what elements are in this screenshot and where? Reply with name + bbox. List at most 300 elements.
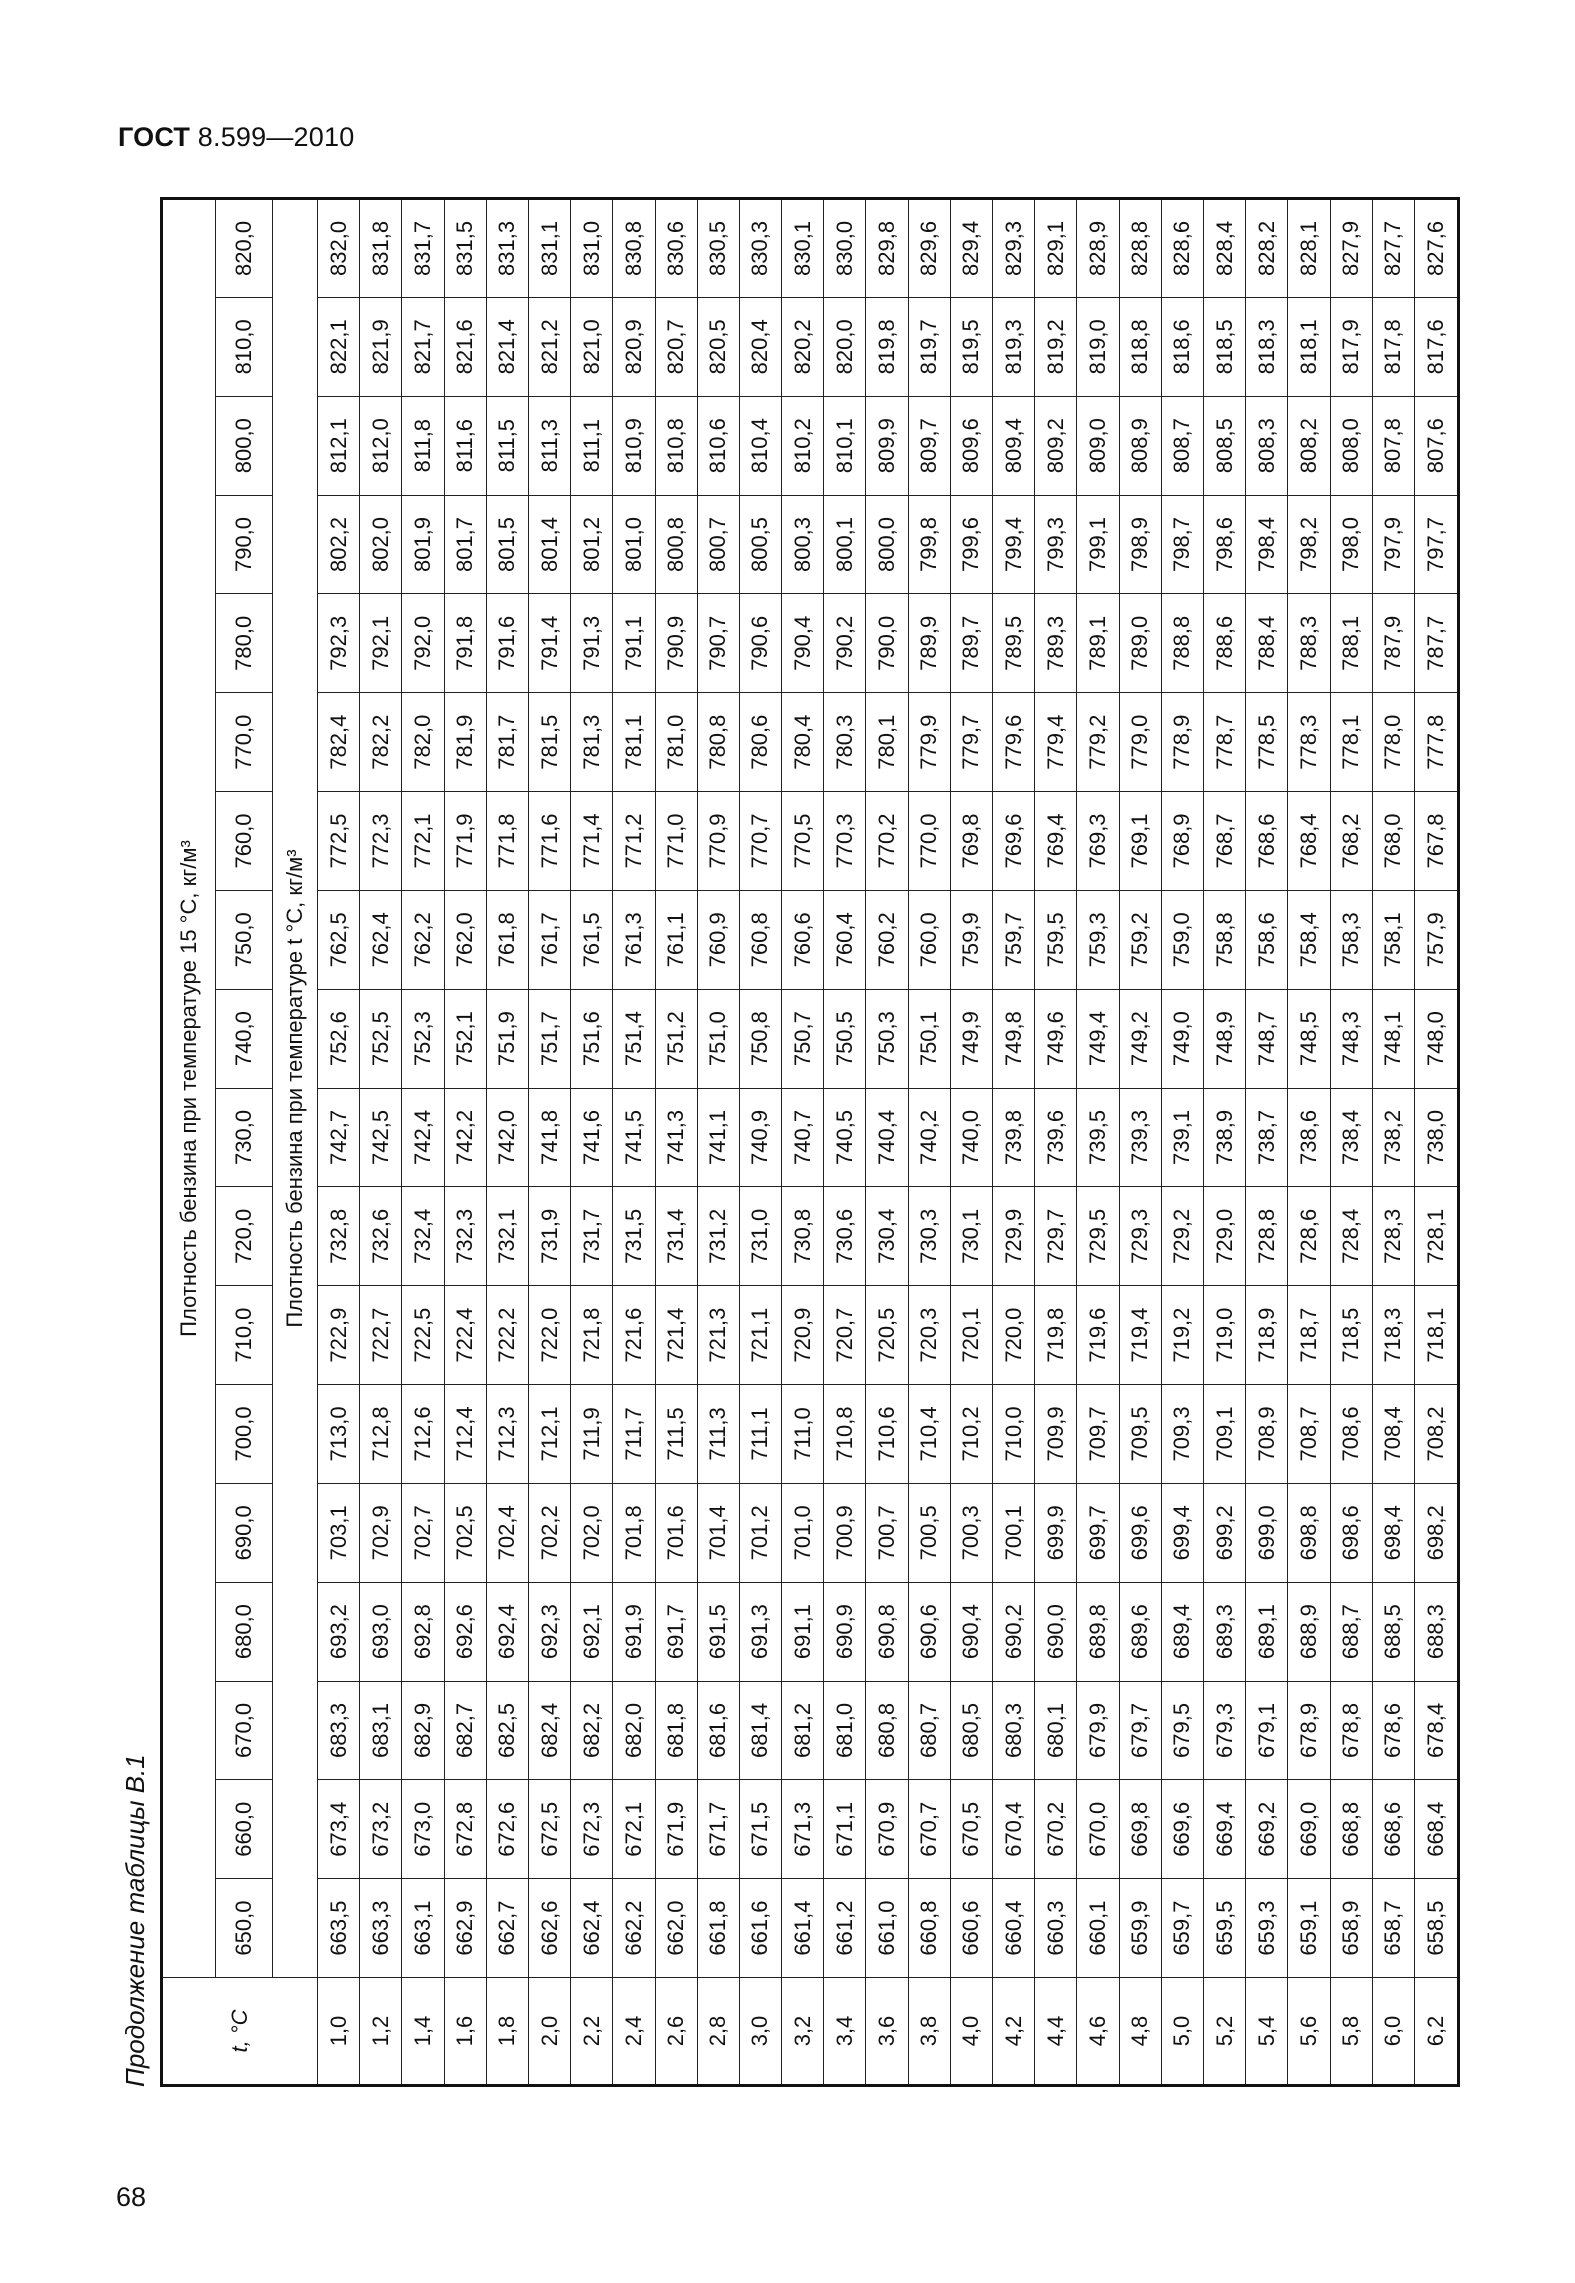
density-cell: 748,7 bbox=[1246, 989, 1288, 1088]
density-cell: 692,4 bbox=[486, 1582, 528, 1681]
density-cell: 669,4 bbox=[1203, 1780, 1245, 1879]
density-cell: 719,4 bbox=[1119, 1286, 1161, 1385]
density-cell: 778,3 bbox=[1288, 693, 1330, 792]
density-cell: 701,6 bbox=[655, 1483, 697, 1582]
temperature-cell: 1,6 bbox=[444, 1978, 486, 2086]
density-cell: 711,1 bbox=[739, 1385, 781, 1484]
temperature-cell: 5,4 bbox=[1246, 1978, 1288, 2086]
density-cell: 751,6 bbox=[571, 989, 613, 1088]
density-cell: 659,1 bbox=[1288, 1879, 1330, 1978]
density-cell: 777,8 bbox=[1414, 693, 1458, 792]
density-cell: 760,4 bbox=[824, 890, 866, 989]
density-cell: 682,5 bbox=[486, 1681, 528, 1780]
density-cell: 669,8 bbox=[1119, 1780, 1161, 1879]
density-cell: 669,2 bbox=[1246, 1780, 1288, 1879]
density-cell: 722,4 bbox=[444, 1286, 486, 1385]
density-cell: 768,7 bbox=[1203, 792, 1245, 891]
density-column-header: 820,0 bbox=[216, 199, 273, 298]
density-cell: 659,7 bbox=[1161, 1879, 1203, 1978]
density-cell: 778,7 bbox=[1203, 693, 1245, 792]
density-cell: 831,8 bbox=[360, 199, 402, 298]
density-cell: 748,5 bbox=[1288, 989, 1330, 1088]
header-standard-number: 8.599—2010 bbox=[190, 122, 355, 152]
density-column-header: 790,0 bbox=[216, 495, 273, 594]
density-cell: 683,1 bbox=[360, 1681, 402, 1780]
density-cell: 692,6 bbox=[444, 1582, 486, 1681]
density-cell: 781,9 bbox=[444, 693, 486, 792]
density-cell: 802,2 bbox=[318, 495, 360, 594]
density-cell: 801,2 bbox=[571, 495, 613, 594]
density-cell: 768,6 bbox=[1246, 792, 1288, 891]
density-cell: 791,3 bbox=[571, 594, 613, 693]
density-cell: 791,1 bbox=[613, 594, 655, 693]
density-cell: 819,0 bbox=[1077, 297, 1119, 396]
density-cell: 749,2 bbox=[1119, 989, 1161, 1088]
t-column-header: t, °С bbox=[162, 1978, 318, 2086]
density-cell: 810,9 bbox=[613, 396, 655, 495]
density-cell: 700,7 bbox=[866, 1483, 908, 1582]
density-cell: 730,1 bbox=[950, 1187, 992, 1286]
density-cell: 663,3 bbox=[360, 1879, 402, 1978]
density-cell: 661,0 bbox=[866, 1879, 908, 1978]
density-cell: 670,2 bbox=[1035, 1780, 1077, 1879]
density-cell: 780,3 bbox=[824, 693, 866, 792]
density-cell: 809,7 bbox=[908, 396, 950, 495]
density-cell: 768,9 bbox=[1161, 792, 1203, 891]
density-at-15-header: Плотность бензина при температуре 15 °С, кг/м³ bbox=[162, 199, 216, 1978]
density-cell: 718,5 bbox=[1330, 1286, 1372, 1385]
density-cell: 759,5 bbox=[1035, 890, 1077, 989]
density-column-header: 710,0 bbox=[216, 1286, 273, 1385]
density-cell: 800,5 bbox=[739, 495, 781, 594]
density-cell: 682,9 bbox=[402, 1681, 444, 1780]
density-cell: 700,3 bbox=[950, 1483, 992, 1582]
density-cell: 691,9 bbox=[613, 1582, 655, 1681]
density-cell: 807,8 bbox=[1372, 396, 1414, 495]
density-cell: 789,1 bbox=[1077, 594, 1119, 693]
density-cell: 829,8 bbox=[866, 199, 908, 298]
density-cell: 730,6 bbox=[824, 1187, 866, 1286]
density-cell: 750,7 bbox=[782, 989, 824, 1088]
density-cell: 788,3 bbox=[1288, 594, 1330, 693]
density-cell: 808,0 bbox=[1330, 396, 1372, 495]
density-cell: 728,1 bbox=[1414, 1187, 1458, 1286]
density-cell: 690,0 bbox=[1035, 1582, 1077, 1681]
density-cell: 778,9 bbox=[1161, 693, 1203, 792]
density-cell: 781,1 bbox=[613, 693, 655, 792]
density-cell: 799,3 bbox=[1035, 495, 1077, 594]
density-cell: 752,3 bbox=[402, 989, 444, 1088]
density-cell: 821,7 bbox=[402, 297, 444, 396]
density-cell: 728,6 bbox=[1288, 1187, 1330, 1286]
density-cell: 750,5 bbox=[824, 989, 866, 1088]
density-cell: 700,5 bbox=[908, 1483, 950, 1582]
density-cell: 818,1 bbox=[1288, 297, 1330, 396]
density-cell: 722,5 bbox=[402, 1286, 444, 1385]
density-cell: 701,0 bbox=[782, 1483, 824, 1582]
density-cell: 762,2 bbox=[402, 890, 444, 989]
density-cell: 770,5 bbox=[782, 792, 824, 891]
table-row bbox=[1161, 199, 1203, 2086]
density-cell: 669,0 bbox=[1288, 1780, 1330, 1879]
density-cell: 670,9 bbox=[866, 1780, 908, 1879]
density-cell: 702,9 bbox=[360, 1483, 402, 1582]
density-cell: 802,0 bbox=[360, 495, 402, 594]
density-cell: 680,8 bbox=[866, 1681, 908, 1780]
density-cell: 749,9 bbox=[950, 989, 992, 1088]
density-cell: 702,5 bbox=[444, 1483, 486, 1582]
density-cell: 768,0 bbox=[1372, 792, 1414, 891]
density-cell: 721,1 bbox=[739, 1286, 781, 1385]
density-cell: 671,9 bbox=[655, 1780, 697, 1879]
density-cell: 798,2 bbox=[1288, 495, 1330, 594]
density-cell: 831,5 bbox=[444, 199, 486, 298]
density-cell: 702,7 bbox=[402, 1483, 444, 1582]
density-cell: 749,0 bbox=[1161, 989, 1203, 1088]
density-cell: 800,8 bbox=[655, 495, 697, 594]
density-cell: 748,1 bbox=[1372, 989, 1414, 1088]
density-cell: 708,4 bbox=[1372, 1385, 1414, 1484]
density-cell: 740,7 bbox=[782, 1088, 824, 1187]
density-cell: 682,0 bbox=[613, 1681, 655, 1780]
density-cell: 711,3 bbox=[697, 1385, 739, 1484]
temperature-cell: 4,8 bbox=[1119, 1978, 1161, 2086]
density-cell: 791,8 bbox=[444, 594, 486, 693]
density-cell: 728,8 bbox=[1246, 1187, 1288, 1286]
temperature-cell: 4,2 bbox=[993, 1978, 1035, 2086]
density-cell: 731,2 bbox=[697, 1187, 739, 1286]
density-cell: 730,8 bbox=[782, 1187, 824, 1286]
density-cell: 752,1 bbox=[444, 989, 486, 1088]
density-cell: 790,4 bbox=[782, 594, 824, 693]
density-column-header: 720,0 bbox=[216, 1187, 273, 1286]
density-cell: 728,3 bbox=[1372, 1187, 1414, 1286]
density-column-header: 670,0 bbox=[216, 1681, 273, 1780]
density-cell: 681,0 bbox=[824, 1681, 866, 1780]
density-cell: 719,2 bbox=[1161, 1286, 1203, 1385]
density-cell: 779,7 bbox=[950, 693, 992, 792]
density-cell: 829,3 bbox=[993, 199, 1035, 298]
density-cell: 818,8 bbox=[1119, 297, 1161, 396]
density-cell: 792,0 bbox=[402, 594, 444, 693]
density-cell: 748,0 bbox=[1414, 989, 1458, 1088]
density-cell: 699,6 bbox=[1119, 1483, 1161, 1582]
density-cell: 771,6 bbox=[528, 792, 570, 891]
density-cell: 810,1 bbox=[824, 396, 866, 495]
density-cell: 671,1 bbox=[824, 1780, 866, 1879]
density-cell: 752,5 bbox=[360, 989, 402, 1088]
density-cell: 660,1 bbox=[1077, 1879, 1119, 1978]
density-cell: 670,7 bbox=[908, 1780, 950, 1879]
density-cell: 787,9 bbox=[1372, 594, 1414, 693]
density-column-header: 770,0 bbox=[216, 693, 273, 792]
density-cell: 718,3 bbox=[1372, 1286, 1414, 1385]
density-cell: 769,1 bbox=[1119, 792, 1161, 891]
density-cell: 691,1 bbox=[782, 1582, 824, 1681]
density-cell: 797,9 bbox=[1372, 495, 1414, 594]
density-cell: 830,3 bbox=[739, 199, 781, 298]
temperature-cell: 2,0 bbox=[528, 1978, 570, 2086]
density-cell: 810,6 bbox=[697, 396, 739, 495]
temperature-cell: 1,8 bbox=[486, 1978, 528, 2086]
density-cell: 710,2 bbox=[950, 1385, 992, 1484]
density-cell: 720,0 bbox=[993, 1286, 1035, 1385]
density-cell: 702,4 bbox=[486, 1483, 528, 1582]
density-cell: 831,0 bbox=[571, 199, 613, 298]
density-cell: 689,1 bbox=[1246, 1582, 1288, 1681]
density-cell: 670,0 bbox=[1077, 1780, 1119, 1879]
density-column-header: 690,0 bbox=[216, 1483, 273, 1582]
density-cell: 742,5 bbox=[360, 1088, 402, 1187]
density-cell: 758,3 bbox=[1330, 890, 1372, 989]
temperature-cell: 4,0 bbox=[950, 1978, 992, 2086]
density-cell: 761,5 bbox=[571, 890, 613, 989]
density-cell: 759,7 bbox=[993, 890, 1035, 989]
table-row bbox=[1330, 199, 1372, 2086]
density-cell: 771,8 bbox=[486, 792, 528, 891]
density-column-header: 730,0 bbox=[216, 1088, 273, 1187]
density-cell: 699,9 bbox=[1035, 1483, 1077, 1582]
density-cell: 660,8 bbox=[908, 1879, 950, 1978]
density-cell: 832,0 bbox=[318, 199, 360, 298]
density-cell: 660,4 bbox=[993, 1879, 1035, 1978]
density-cell: 701,2 bbox=[739, 1483, 781, 1582]
density-cell: 809,6 bbox=[950, 396, 992, 495]
density-cell: 758,1 bbox=[1372, 890, 1414, 989]
density-cell: 742,0 bbox=[486, 1088, 528, 1187]
density-cell: 738,7 bbox=[1246, 1088, 1288, 1187]
density-cell: 769,8 bbox=[950, 792, 992, 891]
density-cell: 678,9 bbox=[1288, 1681, 1330, 1780]
density-cell: 731,9 bbox=[528, 1187, 570, 1286]
density-cell: 732,1 bbox=[486, 1187, 528, 1286]
density-cell: 810,8 bbox=[655, 396, 697, 495]
density-cell: 812,1 bbox=[318, 396, 360, 495]
density-cell: 661,2 bbox=[824, 1879, 866, 1978]
density-cell: 817,8 bbox=[1372, 297, 1414, 396]
density-cell: 809,2 bbox=[1035, 396, 1077, 495]
density-cell: 827,6 bbox=[1414, 199, 1458, 298]
density-cell: 779,6 bbox=[993, 693, 1035, 792]
density-cell: 788,8 bbox=[1161, 594, 1203, 693]
temperature-cell: 5,6 bbox=[1288, 1978, 1330, 2086]
density-cell: 702,2 bbox=[528, 1483, 570, 1582]
density-column-header: 750,0 bbox=[216, 890, 273, 989]
temperature-cell: 1,2 bbox=[360, 1978, 402, 2086]
density-cell: 759,9 bbox=[950, 890, 992, 989]
density-cell: 830,5 bbox=[697, 199, 739, 298]
density-cell: 662,4 bbox=[571, 1879, 613, 1978]
density-cell: 708,2 bbox=[1414, 1385, 1458, 1484]
density-cell: 830,0 bbox=[824, 199, 866, 298]
density-cell: 790,0 bbox=[866, 594, 908, 693]
density-cell: 762,4 bbox=[360, 890, 402, 989]
density-cell: 722,2 bbox=[486, 1286, 528, 1385]
density-cell: 738,2 bbox=[1372, 1088, 1414, 1187]
density-cell: 668,6 bbox=[1372, 1780, 1414, 1879]
density-cell: 821,2 bbox=[528, 297, 570, 396]
density-cell: 661,8 bbox=[697, 1879, 739, 1978]
density-cell: 801,5 bbox=[486, 495, 528, 594]
density-cell: 787,7 bbox=[1414, 594, 1458, 693]
density-cell: 827,9 bbox=[1330, 199, 1372, 298]
density-cell: 761,8 bbox=[486, 890, 528, 989]
density-cell: 760,8 bbox=[739, 890, 781, 989]
density-cell: 782,4 bbox=[318, 693, 360, 792]
density-cell: 720,1 bbox=[950, 1286, 992, 1385]
density-cell: 738,6 bbox=[1288, 1088, 1330, 1187]
density-cell: 768,2 bbox=[1330, 792, 1372, 891]
density-cell: 750,3 bbox=[866, 989, 908, 1088]
density-cell: 671,5 bbox=[739, 1780, 781, 1879]
density-cell: 741,5 bbox=[613, 1088, 655, 1187]
density-cell: 692,1 bbox=[571, 1582, 613, 1681]
page-number: 68 bbox=[116, 2182, 147, 2212]
density-cell: 750,8 bbox=[739, 989, 781, 1088]
density-cell: 799,4 bbox=[993, 495, 1035, 594]
density-cell: 740,9 bbox=[739, 1088, 781, 1187]
density-cell: 699,2 bbox=[1203, 1483, 1245, 1582]
density-cell: 679,5 bbox=[1161, 1681, 1203, 1780]
density-cell: 739,1 bbox=[1161, 1088, 1203, 1187]
density-cell: 690,8 bbox=[866, 1582, 908, 1681]
density-cell: 682,2 bbox=[571, 1681, 613, 1780]
density-cell: 658,5 bbox=[1414, 1879, 1458, 1978]
density-cell: 670,4 bbox=[993, 1780, 1035, 1879]
density-cell: 741,3 bbox=[655, 1088, 697, 1187]
density-cell: 782,2 bbox=[360, 693, 402, 792]
density-cell: 681,2 bbox=[782, 1681, 824, 1780]
density-cell: 790,6 bbox=[739, 594, 781, 693]
temperature-cell: 3,6 bbox=[866, 1978, 908, 2086]
density-cell: 699,7 bbox=[1077, 1483, 1119, 1582]
density-cell: 809,9 bbox=[866, 396, 908, 495]
density-cell: 769,6 bbox=[993, 792, 1035, 891]
density-cell: 742,7 bbox=[318, 1088, 360, 1187]
density-cell: 820,2 bbox=[782, 297, 824, 396]
density-cell: 722,7 bbox=[360, 1286, 402, 1385]
density-cell: 809,4 bbox=[993, 396, 1035, 495]
density-cell: 729,5 bbox=[1077, 1187, 1119, 1286]
table-row bbox=[739, 199, 781, 2086]
table-row bbox=[1077, 199, 1119, 2086]
table-row bbox=[824, 199, 866, 2086]
density-cell: 772,3 bbox=[360, 792, 402, 891]
density-cell: 817,9 bbox=[1330, 297, 1372, 396]
density-cell: 708,7 bbox=[1288, 1385, 1330, 1484]
density-cell: 682,7 bbox=[444, 1681, 486, 1780]
density-column-header: 680,0 bbox=[216, 1582, 273, 1681]
density-cell: 820,0 bbox=[824, 297, 866, 396]
density-cell: 751,4 bbox=[613, 989, 655, 1088]
density-cell: 689,6 bbox=[1119, 1582, 1161, 1681]
density-cell: 778,0 bbox=[1372, 693, 1414, 792]
density-cell: 749,8 bbox=[993, 989, 1035, 1088]
density-cell: 662,0 bbox=[655, 1879, 697, 1978]
density-cell: 828,2 bbox=[1246, 199, 1288, 298]
density-cell: 660,6 bbox=[950, 1879, 992, 1978]
density-cell: 670,5 bbox=[950, 1780, 992, 1879]
density-cell: 741,1 bbox=[697, 1088, 739, 1187]
density-cell: 761,7 bbox=[528, 890, 570, 989]
density-cell: 780,4 bbox=[782, 693, 824, 792]
density-cell: 781,7 bbox=[486, 693, 528, 792]
table-row bbox=[1119, 199, 1161, 2086]
temperature-cell: 3,8 bbox=[908, 1978, 950, 2086]
density-cell: 828,4 bbox=[1203, 199, 1245, 298]
density-cell: 771,2 bbox=[613, 792, 655, 891]
density-cell: 710,6 bbox=[866, 1385, 908, 1484]
density-cell: 799,8 bbox=[908, 495, 950, 594]
density-cell: 760,9 bbox=[697, 890, 739, 989]
density-cell: 698,8 bbox=[1288, 1483, 1330, 1582]
density-cell: 821,9 bbox=[360, 297, 402, 396]
table-row bbox=[444, 199, 486, 2086]
density-column-header: 740,0 bbox=[216, 989, 273, 1088]
density-cell: 781,3 bbox=[571, 693, 613, 792]
density-cell: 720,3 bbox=[908, 1286, 950, 1385]
header-standard-label: ГОСТ bbox=[118, 122, 191, 152]
density-column-header: 660,0 bbox=[216, 1780, 273, 1879]
density-cell: 659,5 bbox=[1203, 1879, 1245, 1978]
density-cell: 771,0 bbox=[655, 792, 697, 891]
density-cell: 718,1 bbox=[1414, 1286, 1458, 1385]
density-cell: 800,0 bbox=[866, 495, 908, 594]
density-cell: 788,4 bbox=[1246, 594, 1288, 693]
density-cell: 692,8 bbox=[402, 1582, 444, 1681]
density-cell: 699,0 bbox=[1246, 1483, 1288, 1582]
table-row bbox=[486, 199, 528, 2086]
density-cell: 772,5 bbox=[318, 792, 360, 891]
density-cell: 762,5 bbox=[318, 890, 360, 989]
density-cell: 749,6 bbox=[1035, 989, 1077, 1088]
density-cell: 680,3 bbox=[993, 1681, 1035, 1780]
density-cell: 808,3 bbox=[1246, 396, 1288, 495]
density-cell: 693,2 bbox=[318, 1582, 360, 1681]
density-cell: 711,0 bbox=[782, 1385, 824, 1484]
density-cell: 818,5 bbox=[1203, 297, 1245, 396]
table-row bbox=[950, 199, 992, 2086]
density-cell: 698,2 bbox=[1414, 1483, 1458, 1582]
density-cell: 732,8 bbox=[318, 1187, 360, 1286]
density-cell: 712,4 bbox=[444, 1385, 486, 1484]
density-column-header: 810,0 bbox=[216, 297, 273, 396]
temperature-cell: 2,8 bbox=[697, 1978, 739, 2086]
density-cell: 827,7 bbox=[1372, 199, 1414, 298]
density-cell: 820,7 bbox=[655, 297, 697, 396]
density-cell: 688,7 bbox=[1330, 1582, 1372, 1681]
density-cell: 681,6 bbox=[697, 1681, 739, 1780]
density-cell: 713,0 bbox=[318, 1385, 360, 1484]
density-cell: 801,0 bbox=[613, 495, 655, 594]
density-cell: 720,7 bbox=[824, 1286, 866, 1385]
density-cell: 691,3 bbox=[739, 1582, 781, 1681]
table-row bbox=[318, 199, 360, 2086]
temperature-cell: 5,8 bbox=[1330, 1978, 1372, 2086]
density-cell: 828,8 bbox=[1119, 199, 1161, 298]
density-cell: 748,3 bbox=[1330, 989, 1372, 1088]
density-cell: 689,3 bbox=[1203, 1582, 1245, 1681]
density-cell: 673,4 bbox=[318, 1780, 360, 1879]
density-cell: 818,3 bbox=[1246, 297, 1288, 396]
density-column-header: 760,0 bbox=[216, 792, 273, 891]
density-cell: 789,0 bbox=[1119, 594, 1161, 693]
density-cell: 820,5 bbox=[697, 297, 739, 396]
density-cell: 739,3 bbox=[1119, 1088, 1161, 1187]
density-cell: 798,6 bbox=[1203, 495, 1245, 594]
density-cell: 710,8 bbox=[824, 1385, 866, 1484]
density-cell: 831,3 bbox=[486, 199, 528, 298]
